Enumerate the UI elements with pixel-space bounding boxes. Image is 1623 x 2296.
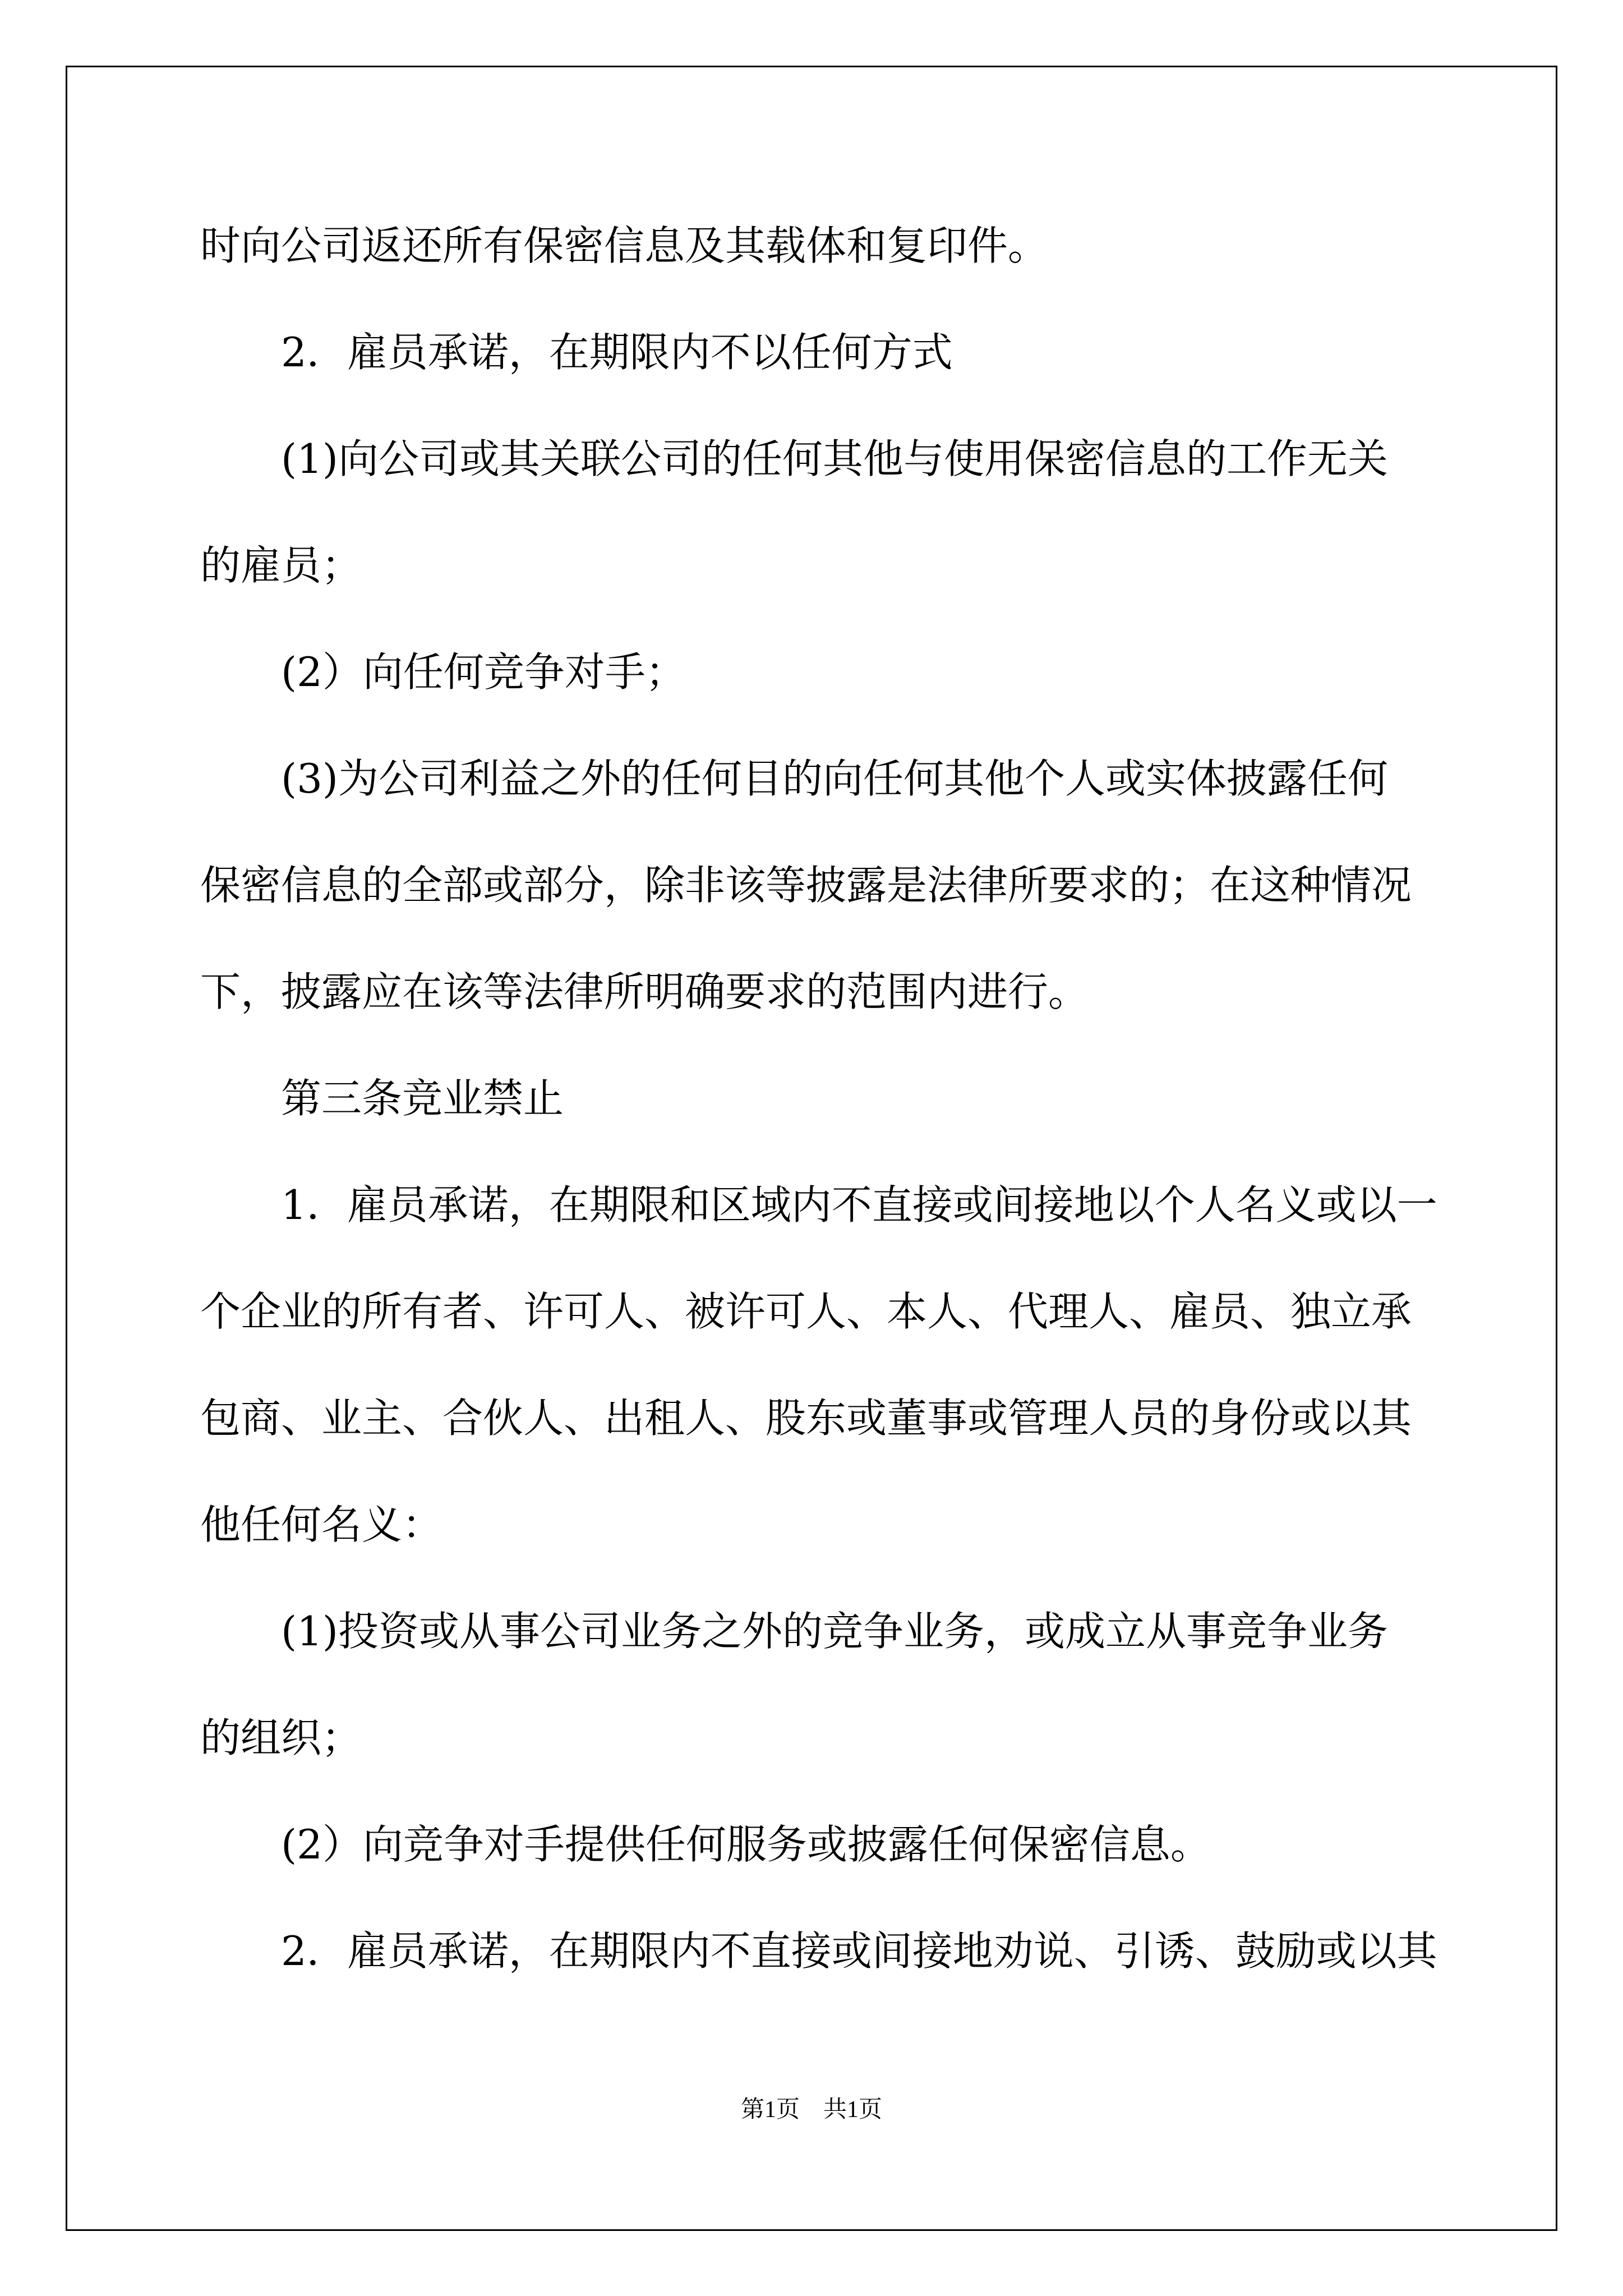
text-line: 保密信息的全部或部分，除非该等披露是法律所要求的；在这种情况: [200, 862, 1412, 909]
page-footer: 第1页 共1页: [740, 2097, 882, 2123]
text-line: 的组织；: [200, 1714, 362, 1761]
text-line: 时向公司返还所有保密信息及其载体和复印件。: [200, 222, 1049, 269]
text-line: (1)投资或从事公司业务之外的竞争业务，或成立从事竞争业务: [200, 1608, 1388, 1655]
text-line: (1)向公司或其关联公司的任何其他与使用保密信息的工作无关: [200, 435, 1388, 482]
text-line: 2．雇员承诺，在期限内不直接或间接地劝说、引诱、鼓励或以其: [200, 1927, 1437, 1975]
section-heading: 第三条竞业禁止: [200, 1075, 564, 1122]
text-line: (2）向竞争对手提供任何服务或披露任何保密信息。: [200, 1821, 1211, 1868]
text-line: (2）向任何竞争对手；: [200, 648, 686, 696]
text-line: 2．雇员承诺，在期限内不以任何方式: [200, 329, 953, 376]
text-line: 1．雇员承诺，在期限和区域内不直接或间接地以个人名义或以一: [200, 1181, 1437, 1228]
page-border: [66, 66, 1557, 2231]
text-line: 个企业的所有者、许可人、被许可人、本人、代理人、雇员、独立承: [200, 1288, 1412, 1335]
text-line: 他任何名义：: [200, 1501, 443, 1548]
text-line: 的雇员；: [200, 542, 362, 589]
text-line: 下，披露应在该等法律所明确要求的范围内进行。: [200, 968, 1089, 1015]
text-line: 包商、业主、合伙人、出租人、股东或董事或管理人员的身份或以其: [200, 1395, 1412, 1442]
text-line: (3)为公司利益之外的任何目的向任何其他个人或实体披露任何: [200, 755, 1388, 802]
